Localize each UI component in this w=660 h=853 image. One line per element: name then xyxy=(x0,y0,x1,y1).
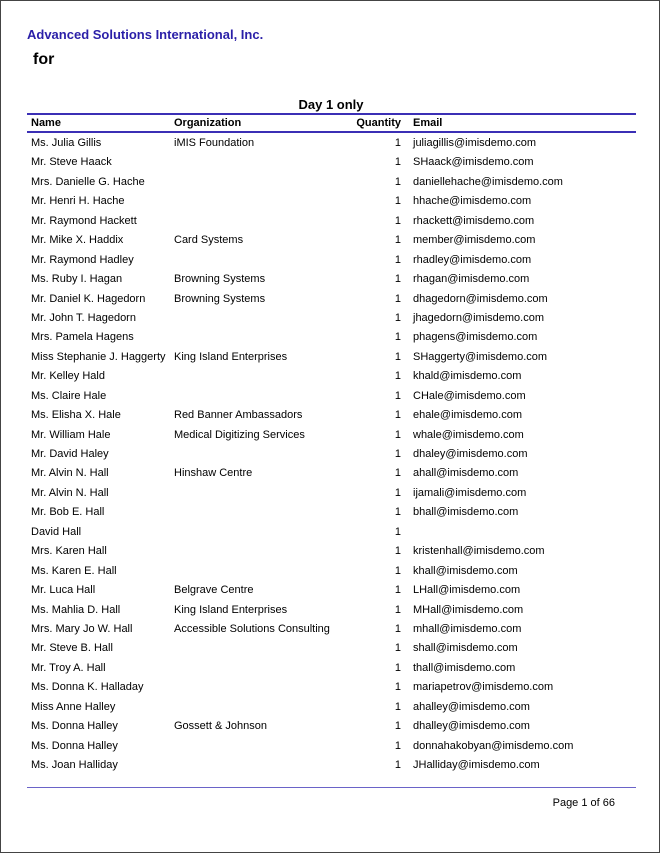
attendee-name: Mr. Raymond Hackett xyxy=(31,214,137,227)
attendee-name: Mr. Alvin N. Hall xyxy=(31,467,109,480)
attendee-organization: Red Banner Ambassadors xyxy=(174,409,303,422)
attendee-name: Mr. Henri H. Hache xyxy=(31,195,125,208)
attendee-email: rhagan@imisdemo.com xyxy=(413,273,530,286)
attendee-quantity: 1 xyxy=(394,564,401,577)
attendee-email: thall@imisdemo.com xyxy=(413,661,516,674)
attendee-email: whale@imisdemo.com xyxy=(413,428,524,441)
attendee-quantity: 1 xyxy=(394,137,401,149)
footer-divider xyxy=(27,787,636,788)
table-row xyxy=(1,756,660,775)
attendee-quantity: 1 xyxy=(394,156,401,169)
attendee-quantity: 1 xyxy=(394,622,401,635)
attendee-name: Mr. Mike X. Haddix xyxy=(31,234,124,247)
attendee-name: Mr. Troy A. Hall xyxy=(31,661,106,674)
table-row xyxy=(1,153,660,172)
table-row xyxy=(1,173,660,192)
attendee-quantity: 1 xyxy=(394,661,401,674)
table-row xyxy=(1,290,660,309)
attendee-email: kristenhall@imisdemo.com xyxy=(413,545,545,558)
attendee-quantity: 1 xyxy=(394,545,401,558)
table-row xyxy=(1,367,660,386)
attendee-organization: Browning Systems xyxy=(174,292,266,305)
attendee-name: Ms. Claire Hale xyxy=(31,389,107,402)
attendee-name: Ms. Ruby I. Hagan xyxy=(31,273,123,286)
table-row xyxy=(1,620,660,639)
attendee-quantity: 1 xyxy=(394,370,401,383)
table-row xyxy=(1,562,660,581)
header-divider xyxy=(27,131,636,133)
section-title: Day 1 only xyxy=(298,97,364,112)
attendee-email: CHale@imisdemo.com xyxy=(413,389,526,402)
attendee-email: ehale@imisdemo.com xyxy=(413,409,522,422)
attendee-quantity: 1 xyxy=(394,759,401,771)
attendee-email: ijamali@imisdemo.com xyxy=(413,486,527,499)
table-row xyxy=(1,387,660,406)
attendee-name: Mrs. Mary Jo W. Hall xyxy=(31,622,133,635)
attendee-quantity: 1 xyxy=(394,350,401,363)
attendee-name: Mr. Luca Hall xyxy=(31,584,96,597)
table-row xyxy=(1,503,660,522)
attendee-table-body xyxy=(1,134,660,775)
attendee-quantity: 1 xyxy=(394,642,401,655)
attendee-name: Mr. Bob E. Hall xyxy=(31,506,105,519)
attendee-email: rhackett@imisdemo.com xyxy=(413,214,535,227)
attendee-quantity: 1 xyxy=(394,214,401,227)
attendee-organization: King Island Enterprises xyxy=(174,603,288,616)
attendee-quantity: 1 xyxy=(394,175,401,188)
table-row xyxy=(1,445,660,464)
attendee-email: khall@imisdemo.com xyxy=(413,564,518,577)
attendee-name: Mrs. Pamela Hagens xyxy=(31,331,134,344)
table-row xyxy=(1,659,660,678)
attendee-name: Ms. Julia Gillis xyxy=(31,137,102,149)
company-name: Advanced Solutions International, Inc. xyxy=(27,27,264,42)
table-row xyxy=(1,212,660,231)
table-row xyxy=(1,348,660,367)
attendee-email: SHaack@imisdemo.com xyxy=(413,156,534,169)
attendee-email: ahall@imisdemo.com xyxy=(413,467,519,480)
attendee-name: Ms. Donna Halley xyxy=(31,720,118,733)
attendee-quantity: 1 xyxy=(394,467,401,480)
attendee-email: dhalley@imisdemo.com xyxy=(413,720,530,733)
attendee-email: rhadley@imisdemo.com xyxy=(413,253,532,266)
attendee-quantity: 1 xyxy=(394,331,401,344)
column-header-name: Name xyxy=(31,117,61,129)
attendee-organization: Hinshaw Centre xyxy=(174,467,253,480)
table-row xyxy=(1,134,660,153)
table-row xyxy=(1,523,660,542)
attendee-quantity: 1 xyxy=(394,739,401,752)
table-row xyxy=(1,601,660,620)
attendee-quantity: 1 xyxy=(394,700,401,713)
attendee-organization: Medical Digitizing Services xyxy=(174,428,305,441)
attendee-email: daniellehache@imisdemo.com xyxy=(413,175,563,188)
page-number: Page 1 of 66 xyxy=(552,797,615,809)
attendee-email: JHalliday@imisdemo.com xyxy=(413,759,540,771)
attendee-email: shall@imisdemo.com xyxy=(413,642,518,655)
attendee-email: phagens@imisdemo.com xyxy=(413,331,538,344)
attendee-quantity: 1 xyxy=(394,681,401,694)
attendee-email: jhagedorn@imisdemo.com xyxy=(413,311,545,324)
table-row xyxy=(1,737,660,756)
attendee-organization: iMIS Foundation xyxy=(174,137,255,149)
attendee-organization: Accessible Solutions Consulting xyxy=(174,622,330,635)
attendee-email: dhagedorn@imisdemo.com xyxy=(413,292,548,305)
table-row xyxy=(1,581,660,600)
table-row xyxy=(1,426,660,445)
attendee-quantity: 1 xyxy=(394,584,401,597)
table-row xyxy=(1,192,660,211)
attendee-name: Mr. Kelley Hald xyxy=(31,370,105,383)
attendee-email: member@imisdemo.com xyxy=(413,234,536,247)
attendee-quantity: 1 xyxy=(394,195,401,208)
attendee-name: Mrs. Karen Hall xyxy=(31,545,107,558)
attendee-quantity: 1 xyxy=(394,486,401,499)
attendee-name: Mrs. Danielle G. Hache xyxy=(31,175,145,188)
attendee-organization: Gossett & Johnson xyxy=(174,720,267,733)
attendee-quantity: 1 xyxy=(394,506,401,519)
attendee-name: Miss Stephanie J. Haggerty xyxy=(31,350,166,363)
attendee-name: Mr. David Haley xyxy=(31,448,109,460)
attendee-quantity: 1 xyxy=(394,311,401,324)
attendee-name: Miss Anne Halley xyxy=(31,700,116,713)
column-header-organization: Organization xyxy=(174,117,242,129)
column-header-email: Email xyxy=(413,117,443,129)
table-row xyxy=(1,698,660,717)
attendee-organization: Browning Systems xyxy=(174,273,266,286)
attendee-email: dhaley@imisdemo.com xyxy=(413,448,528,460)
attendee-quantity: 1 xyxy=(394,389,401,402)
table-row xyxy=(1,484,660,503)
attendee-organization: King Island Enterprises xyxy=(174,350,288,363)
attendee-email: LHall@imisdemo.com xyxy=(413,584,521,597)
attendee-quantity: 1 xyxy=(394,448,401,460)
attendee-quantity: 1 xyxy=(394,720,401,733)
attendee-name: Mr. Raymond Hadley xyxy=(31,253,134,266)
attendee-name: Ms. Mahlia D. Hall xyxy=(31,603,121,616)
table-row xyxy=(1,678,660,697)
attendee-quantity: 1 xyxy=(394,525,401,538)
attendee-email: donnahakobyan@imisdemo.com xyxy=(413,739,574,752)
table-row xyxy=(1,717,660,736)
attendee-name: Mr. Steve Haack xyxy=(31,156,112,169)
attendee-name: Ms. Donna Halley xyxy=(31,739,118,752)
attendee-email: mhall@imisdemo.com xyxy=(413,622,522,635)
table-row xyxy=(1,328,660,347)
table-row xyxy=(1,464,660,483)
section-divider xyxy=(27,113,636,115)
attendee-email: khald@imisdemo.com xyxy=(413,370,522,383)
attendee-organization: Card Systems xyxy=(174,234,244,247)
attendee-name: Ms. Elisha X. Hale xyxy=(31,409,121,422)
attendee-email: ahalley@imisdemo.com xyxy=(413,700,530,713)
table-row xyxy=(1,639,660,658)
attendee-name: Ms. Joan Halliday xyxy=(31,759,118,771)
column-header-quantity: Quantity xyxy=(356,117,401,129)
attendee-email: SHaggerty@imisdemo.com xyxy=(413,350,548,363)
attendee-quantity: 1 xyxy=(394,253,401,266)
attendee-name: Mr. John T. Hagedorn xyxy=(31,311,136,324)
attendee-email: MHall@imisdemo.com xyxy=(413,603,524,616)
attendee-quantity: 1 xyxy=(394,603,401,616)
table-row xyxy=(1,231,660,250)
attendee-email: hhache@imisdemo.com xyxy=(413,195,532,208)
attendee-email: bhall@imisdemo.com xyxy=(413,506,519,519)
table-row xyxy=(1,406,660,425)
table-row xyxy=(1,251,660,270)
attendee-name: David Hall xyxy=(31,525,82,538)
attendee-quantity: 1 xyxy=(394,234,401,247)
attendee-name: Mr. Steve B. Hall xyxy=(31,642,113,655)
attendee-quantity: 1 xyxy=(394,292,401,305)
attendee-email: mariapetrov@imisdemo.com xyxy=(413,681,554,694)
attendee-name: Mr. Alvin N. Hall xyxy=(31,486,109,499)
report-title: for xyxy=(33,51,55,68)
attendee-organization: Belgrave Centre xyxy=(174,584,254,597)
attendee-name: Ms. Karen E. Hall xyxy=(31,564,117,577)
attendee-quantity: 1 xyxy=(394,273,401,286)
attendee-name: Ms. Donna K. Halladay xyxy=(31,681,144,694)
table-row xyxy=(1,309,660,328)
attendee-name: Mr. William Hale xyxy=(31,428,111,441)
attendee-name: Mr. Daniel K. Hagedorn xyxy=(31,292,146,305)
table-row xyxy=(1,270,660,289)
attendee-email: juliagillis@imisdemo.com xyxy=(413,137,537,149)
attendee-quantity: 1 xyxy=(394,428,401,441)
table-row xyxy=(1,542,660,561)
attendee-quantity: 1 xyxy=(394,409,401,422)
table-header xyxy=(1,117,660,131)
